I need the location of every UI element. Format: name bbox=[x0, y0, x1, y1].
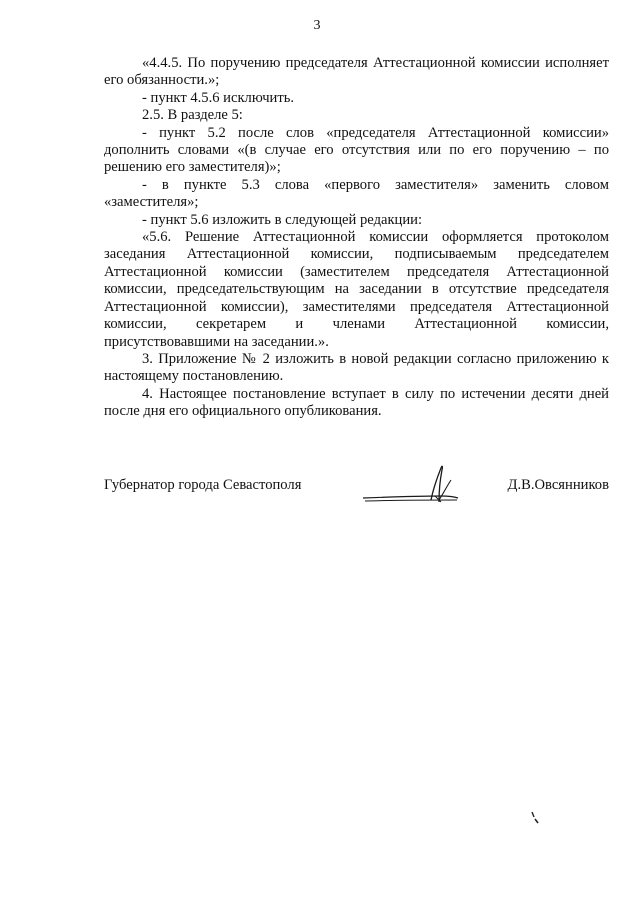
ink-mark bbox=[529, 810, 541, 826]
handwritten-signature bbox=[359, 460, 489, 510]
paragraph: - пункт 5.6 изложить в следующей редакции: bbox=[142, 211, 423, 228]
paragraph: 4. Настоящее постановление вступает в силу по истечении десяти дней после дня его официального опубликования. bbox=[104, 385, 609, 420]
paragraph: - пункт 5.2 после слов «председателя Аттестационной комиссии» дополнить словами «(в случае его отсутствия или по его поручению – по решению его заместителя)»; bbox=[104, 124, 609, 176]
signatory-name: Д.В.Овсянников bbox=[507, 477, 609, 493]
document-body bbox=[104, 55, 609, 421]
paragraph: «4.4.5. По поручению председателя Аттестационной комиссии исполняет его обязанности.»; bbox=[104, 55, 609, 89]
paragraph: «5.6. Решение Аттестационной комиссии оформляется протоколом заседания Аттестационной комиссии, подписываемым председателем Аттестационной комиссии (заместителем председателя Аттестационной комиссии, председательствующим на заседании в отсутствие председателя Аттестационной комиссии), заместителями председателя Аттестационной комиссии, секретарем и членами Аттестационной комиссии, присутствовавшими на заседании.». bbox=[104, 229, 609, 350]
page-number: 3 bbox=[313, 18, 321, 33]
paragraph: - в пункте 5.3 слова «первого заместителя» заменить словом «заместителя»; bbox=[104, 176, 609, 211]
paragraph: 3. Приложение № 2 изложить в новой редакции согласно приложению к настоящему постановлению. bbox=[104, 350, 609, 385]
paragraph: 2.5. В разделе 5: bbox=[142, 107, 243, 124]
paragraph: - пункт 4.5.6 исключить. bbox=[142, 89, 295, 106]
signature-block bbox=[104, 460, 609, 510]
signatory-title: Губернатор города Севастополя bbox=[104, 477, 302, 493]
